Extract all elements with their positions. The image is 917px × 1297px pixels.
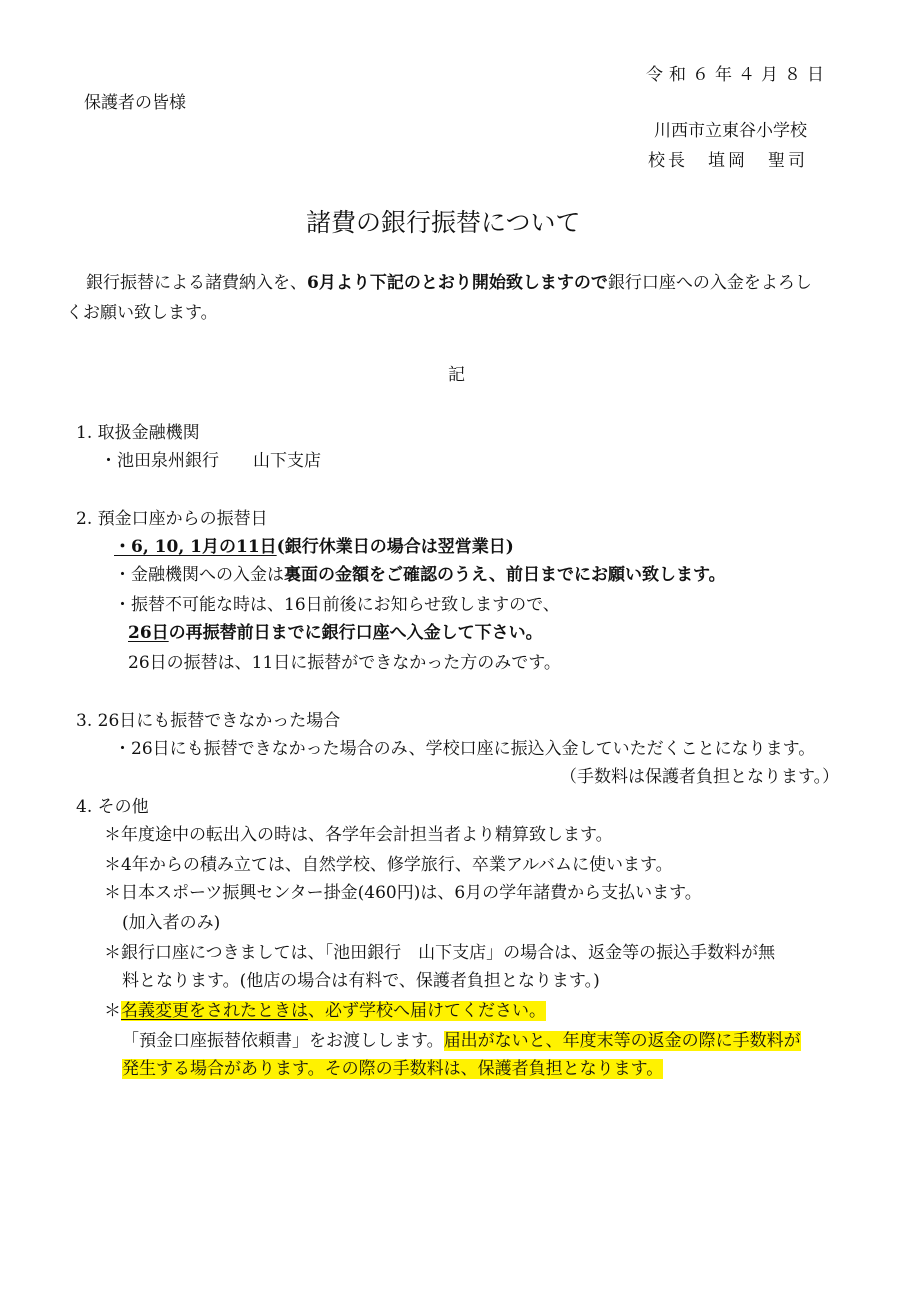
document-date: 令和６年４月８日 [646,65,830,85]
note-fee-burden-text: 発生する場合があります。その際の手数料は、保護者負担となります。 [122,1059,664,1079]
section-2-heading: 2. 預金口座からの振替日 [76,509,268,529]
intro-text: 銀行振替による諸費納入を、 [86,273,307,293]
name-change-underlined: 名義変更をされたときは [121,1001,308,1021]
section-4-heading: 4. その他 [76,797,149,817]
page-title: 諸費の銀行振替について [306,208,581,237]
intro-text-2: 銀行口座への入金をよろし [607,273,812,293]
day26-note: 26日の振替は、11日に振替ができなかった方のみです。 [128,653,561,673]
name-change-rest: 、必ず学校へ届けてください。 [308,1001,546,1021]
note-star: ＊ [104,1001,121,1021]
section-1-heading: 1. 取扱金融機関 [76,423,200,443]
fee-note: （手数料は保護者負担となります。） [560,767,840,787]
retransfer-text: の再振替前日までに銀行口座へ入金して下さい。 [168,623,543,643]
principal-name: 校長 埴岡 聖司 [648,151,808,171]
section-3-heading: 3. 26日にも振替できなかった場合 [76,711,341,731]
school-name: 川西市立東谷小学校 [654,121,807,141]
intro-line-1 [86,270,812,296]
transfer-dates-note: (銀行休業日の場合は翌営業日) [276,537,514,557]
note-savings: ＊4年からの積み立ては、自然学校、修学旅行、卒業アルバムに使います。 [104,855,673,875]
failure-note: ・振替不可能な時は、16日前後にお知らせ致しますので、 [114,595,560,615]
deposit-note-b: 裏面の金額をご確認のうえ、前日までにお願い致します。 [284,565,726,585]
note-name-change [104,998,546,1024]
retransfer-note [128,620,543,646]
deposit-note [114,562,726,588]
note-form-plain: 「預金口座振替依頼書」をお渡しします。 [122,1031,444,1051]
retransfer-day: 26日 [128,623,169,643]
section-1-item: ・池田泉州銀行 山下支店 [100,451,321,471]
intro-bold: 6月より下記のとおり開始致しますので [307,273,608,293]
transfer-dates-value: ・6, 10, 1月の11日 [114,537,277,557]
deposit-note-a: ・金融機関への入金は [114,565,284,585]
note-fee-burden [122,1056,663,1082]
section-3-item: ・26日にも振替できなかった場合のみ、学校口座に振込入金していただくことになります。 [114,739,816,759]
note-form [122,1028,801,1054]
addressee: 保護者の皆様 [84,93,186,113]
note-bank-account-2: 料となります。(他店の場合は有料で、保護者負担となります。) [122,971,600,991]
ki-mark: 記 [448,365,465,385]
intro-line-2: くお願い致します。 [66,303,218,323]
note-members-only: (加入者のみ) [122,913,221,933]
note-sports-center: ＊日本スポーツ振興センター掛金(460円)は、6月の学年諸費から支払います。 [104,883,702,903]
note-transfer-students: ＊年度途中の転出入の時は、各学年会計担当者より精算致します。 [104,825,613,845]
transfer-dates [114,534,514,560]
note-bank-account: ＊銀行口座につきましては、「池田銀行 山下支店」の場合は、返金等の振込手数料が無 [104,943,776,963]
note-form-highlight: 届出がないと、年度末等の返金の際に手数料が [443,1031,801,1051]
